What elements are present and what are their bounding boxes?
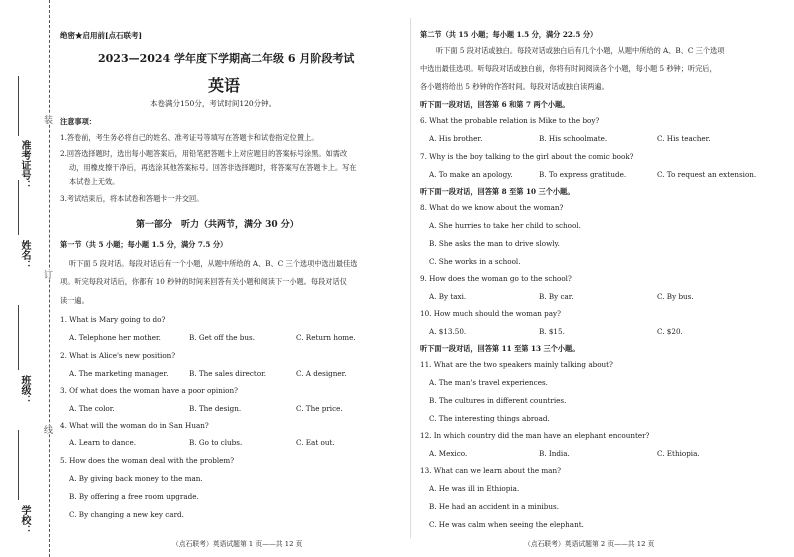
exam-number-line bbox=[18, 76, 19, 136]
option-c: C. Eat out. bbox=[296, 438, 335, 447]
option-a: A. Telephone her mother. bbox=[69, 333, 161, 342]
option-a: A. Mexico. bbox=[429, 449, 468, 458]
option-a: A. Learn to dance. bbox=[69, 438, 137, 447]
page-1 bbox=[58, 0, 408, 557]
note-line: 2.回答选择题时，选出每小题答案后，用铅笔把答题卡上对应题目的答案标号涂黑。如需改 bbox=[60, 149, 348, 158]
option-b: B. The design. bbox=[189, 404, 242, 413]
name-line bbox=[18, 180, 19, 235]
option-c: C. Ethiopia. bbox=[657, 449, 700, 458]
cut-mark: 线 bbox=[42, 425, 52, 434]
option-b: B. He had an accident in a minibus. bbox=[429, 502, 559, 511]
option-a: A. $13.50. bbox=[429, 327, 467, 336]
group-heading: 听下面一段对话，回答第 11 至第 13 三个小题。 bbox=[420, 344, 580, 353]
option-b: B. The sales director. bbox=[189, 369, 267, 378]
option-b: B. India. bbox=[539, 449, 570, 458]
option-a: A. The marketing manager. bbox=[69, 369, 169, 378]
subject-title: 英语 bbox=[208, 76, 241, 95]
question-10: 10. How much should the woman pay? bbox=[420, 309, 561, 318]
instruction-line: 中选出最佳选项。听每段对话或独白前，你将有时间阅读各个小题，每小题 5 秒钟；听完后， bbox=[420, 64, 717, 73]
page-divider bbox=[410, 18, 411, 538]
school-line bbox=[18, 430, 19, 500]
cut-mark: 订 bbox=[42, 270, 52, 279]
section-two-heading: 第二节（共 15 小题；每小题 1.5 分，满分 22.5 分） bbox=[420, 30, 598, 39]
question-12: 12. In which country did the man have an elephant encounter? bbox=[420, 431, 650, 440]
option-b: B. She asks the man to drive slowly. bbox=[429, 239, 560, 248]
option-c: C. His teacher. bbox=[657, 134, 711, 143]
group-heading: 听下面一段对话，回答第 6 和第 7 两个小题。 bbox=[420, 100, 570, 109]
option-b: B. His schoolmate. bbox=[539, 134, 608, 143]
option-c: C. To request an extension. bbox=[657, 170, 757, 179]
secret-mark: 绝密★启用前[点石联考] bbox=[60, 31, 143, 40]
part-one-heading: 第一部分 听力（共两节，满分 30 分） bbox=[136, 220, 299, 230]
note-line: 1.答卷前，考生务必将自己的姓名、准考证号等填写在答题卡和试卷指定位置上。 bbox=[60, 133, 319, 142]
binding-strip bbox=[0, 0, 50, 557]
question-9: 9. How does the woman go to the school? bbox=[420, 274, 572, 283]
option-a: A. She hurries to take her child to school. bbox=[429, 221, 581, 230]
question-5: 5. How does the woman deal with the problem? bbox=[60, 456, 235, 465]
question-6: 6. What the probable relation is Mike to the boy? bbox=[420, 116, 600, 125]
exam-number-label: 准考证号： bbox=[19, 140, 30, 190]
page-2 bbox=[418, 0, 788, 557]
school-label: 学校： bbox=[19, 505, 30, 535]
option-c: C. By bus. bbox=[657, 292, 694, 301]
class-label: 班级： bbox=[19, 375, 30, 405]
note-line: 本试卷上无效。 bbox=[69, 177, 120, 186]
option-c: C. The price. bbox=[296, 404, 343, 413]
option-b: B. $15. bbox=[539, 327, 565, 336]
option-c: C. By changing a new key card. bbox=[69, 510, 184, 519]
option-c: C. $20. bbox=[657, 327, 683, 336]
page-footer: （点石联考）英语试题第 1 页——共 12 页 bbox=[172, 540, 303, 548]
option-a: A. To make an apology. bbox=[429, 170, 513, 179]
question-8: 8. What do we know about the woman? bbox=[420, 203, 564, 212]
option-b: B. Get off the bus. bbox=[189, 333, 255, 342]
option-a: A. The color. bbox=[69, 404, 115, 413]
exam-title: 2023—2024 学年度下学期高二年级 6 月阶段考试 bbox=[98, 52, 355, 65]
option-c: C. A designer. bbox=[296, 369, 347, 378]
question-11: 11. What are the two speakers mainly talking about? bbox=[420, 360, 613, 369]
instruction-line: 听下面 5 段对话或独白。每段对话或独白后有几个小题，从题中所给的 A、B、C 三个选项 bbox=[436, 46, 725, 55]
option-a: A. His brother. bbox=[429, 134, 483, 143]
name-label: 姓名： bbox=[19, 240, 30, 270]
question-1: 1. What is Mary going to do? bbox=[60, 315, 166, 324]
question-7: 7. Why is the boy talking to the girl about the comic book? bbox=[420, 152, 634, 161]
instruction-line: 项。听完每段对话后，你都有 10 秒钟的时间来回答有关小题和阅读下一小题。每段对话仅 bbox=[60, 277, 347, 286]
option-c: C. She works in a school. bbox=[429, 257, 521, 266]
option-b: B. To express gratitude. bbox=[539, 170, 627, 179]
note-line: 动，用橡皮擦干净后，再选涂其他答案标号。回答非选择题时，将答案写在答题卡上。写在 bbox=[69, 163, 357, 172]
option-a: A. The man's travel experiences. bbox=[429, 378, 548, 387]
cut-mark: 装 bbox=[42, 115, 52, 124]
instruction-line: 读一遍。 bbox=[60, 296, 89, 305]
notes-heading: 注意事项： bbox=[60, 117, 96, 126]
option-c: C. He was calm when seeing the elephant. bbox=[429, 520, 584, 529]
option-a: A. By taxi. bbox=[429, 292, 467, 301]
class-line bbox=[18, 305, 19, 370]
page-footer: （点石联考）英语试题第 2 页——共 12 页 bbox=[524, 540, 655, 548]
option-c: C. The interesting things abroad. bbox=[429, 414, 550, 423]
section-one-heading: 第一节（共 5 小题；每小题 1.5 分，满分 7.5 分） bbox=[60, 240, 228, 249]
option-a: A. By giving back money to the man. bbox=[69, 474, 203, 483]
question-13: 13. What can we learn about the man? bbox=[420, 466, 561, 475]
note-line: 3.考试结束后，将本试卷和答题卡一并交回。 bbox=[60, 194, 204, 203]
question-4: 4. What will the woman do in San Huan? bbox=[60, 421, 209, 430]
instruction-line: 各小题将给出 5 秒钟的作答时间。每段对话或独白读两遍。 bbox=[420, 82, 609, 91]
group-heading: 听下面一段对话，回答第 8 至第 10 三个小题。 bbox=[420, 187, 575, 196]
option-b: B. Go to clubs. bbox=[189, 438, 243, 447]
question-3: 3. Of what does the woman have a poor opinion? bbox=[60, 386, 238, 395]
option-a: A. He was ill in Ethiopia. bbox=[429, 484, 520, 493]
question-2: 2. What is Alice's new position? bbox=[60, 351, 176, 360]
option-c: C. Return home. bbox=[296, 333, 356, 342]
option-b: B. The cultures in different countries. bbox=[429, 396, 567, 405]
option-b: B. By car. bbox=[539, 292, 574, 301]
score-line: 本卷满分150分，考试时间120分钟。 bbox=[150, 99, 277, 108]
option-b: B. By offering a free room upgrade. bbox=[69, 492, 199, 501]
instruction-line: 听下面 5 段对话。每段对话后有一个小题，从题中所给的 A、B、C 三个选项中选出最佳选 bbox=[69, 259, 358, 268]
